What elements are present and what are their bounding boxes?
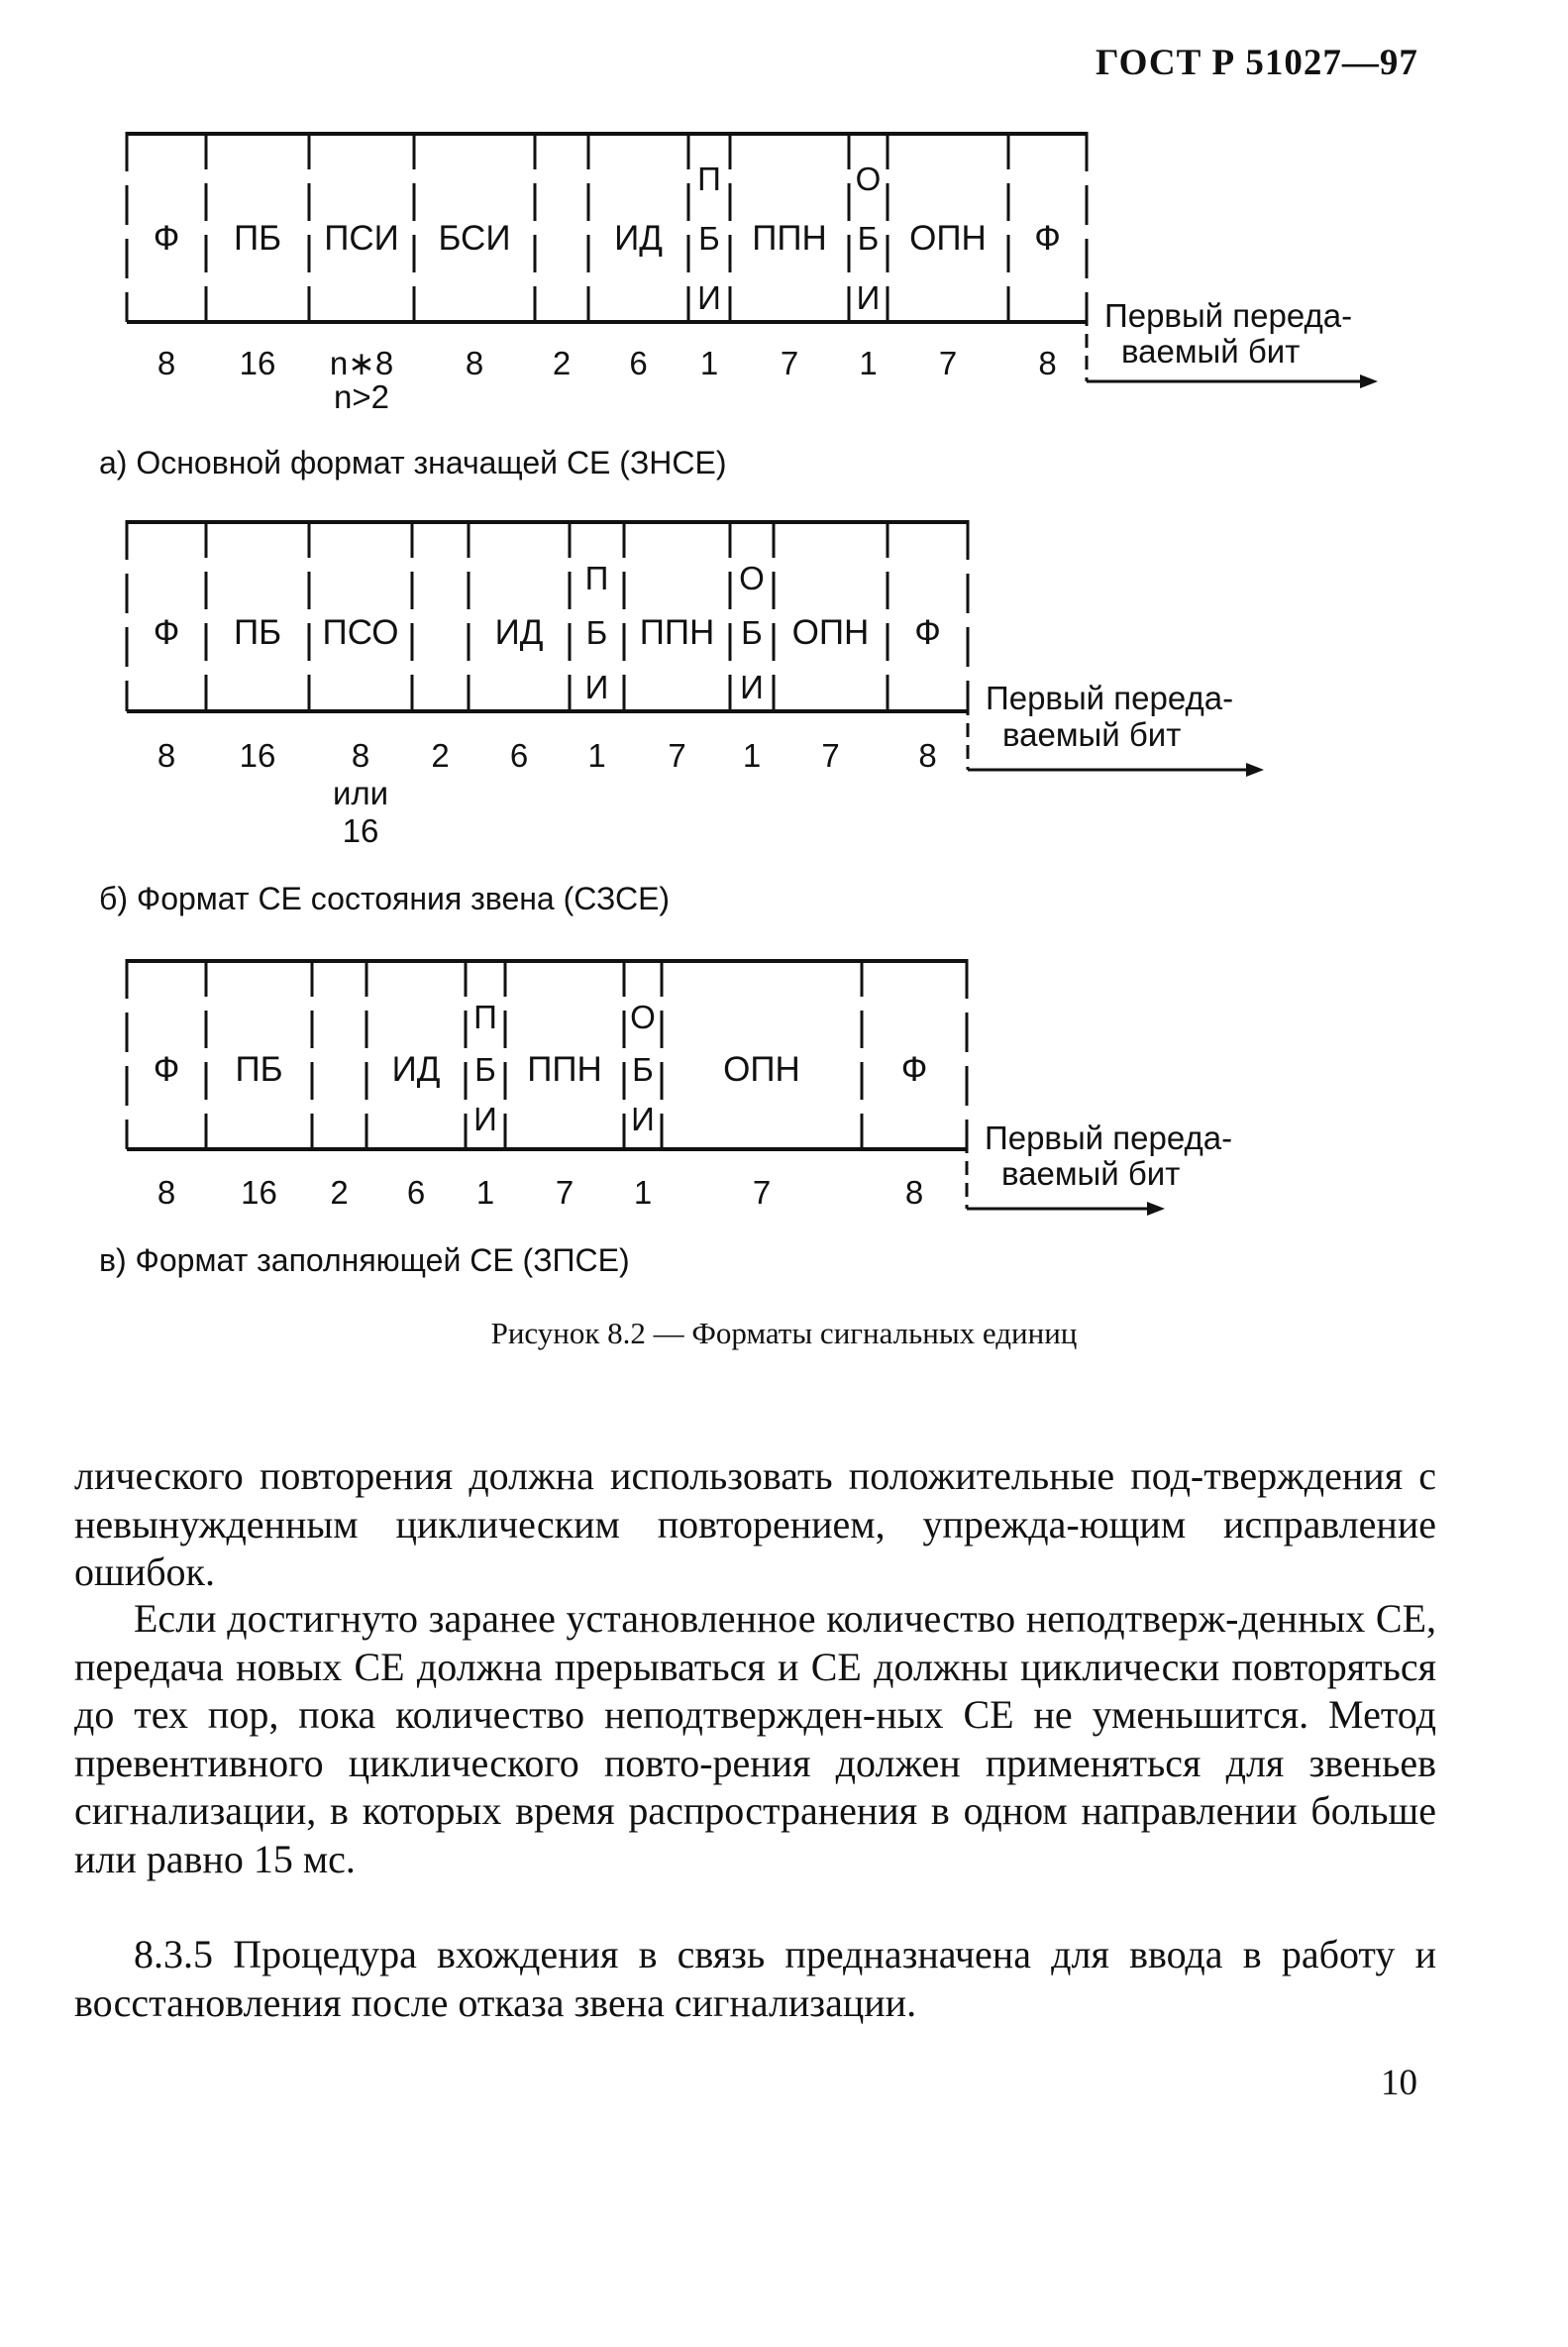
field-bits: n∗8 — [329, 345, 394, 381]
field-label: ПСИ — [324, 219, 399, 258]
field-label: ПБ — [233, 613, 282, 652]
field-bits: 1 — [699, 345, 719, 381]
field-bits: 7 — [821, 737, 840, 774]
field-bits: 7 — [555, 1174, 575, 1211]
first-bit-arrow-icon — [1360, 374, 1378, 388]
page-number: 10 — [1381, 2063, 1417, 2103]
field-bits: 1 — [742, 737, 762, 774]
first-bit-label: ваемый бит — [1121, 333, 1301, 370]
first-bit-arrow-icon — [1246, 763, 1264, 777]
field-bits: 6 — [629, 345, 648, 381]
field-bits: 8 — [157, 1174, 176, 1211]
field-bits-sub: или — [332, 775, 389, 811]
field-bits: 6 — [406, 1174, 426, 1211]
field-bits: 8 — [157, 737, 176, 774]
field-label: ОПН — [723, 1050, 800, 1089]
field-label: ППН — [639, 613, 715, 652]
first-bit-label: ваемый бит — [1001, 1155, 1181, 1192]
field-letter: И — [584, 669, 609, 705]
format-caption: б) Формат СЕ состояния звена (СЗСЕ) — [99, 881, 671, 916]
field-bits: 1 — [475, 1174, 495, 1211]
first-bit-arrow-icon — [1147, 1202, 1165, 1216]
field-letter: Б — [741, 614, 763, 651]
field-letter: О — [739, 560, 765, 596]
field-label: ИД — [614, 219, 663, 258]
field-letter: П — [584, 560, 609, 596]
first-bit-label: ваемый бит — [1002, 716, 1182, 753]
field-letter: О — [630, 999, 656, 1035]
field-letter: П — [473, 999, 497, 1035]
field-letter: Б — [474, 1051, 496, 1088]
field-bits: 8 — [918, 737, 937, 774]
field-label: ОПН — [909, 219, 987, 258]
field-bits: 16 — [241, 1174, 277, 1211]
field-bits: 8 — [351, 737, 370, 774]
field-letter: Б — [857, 220, 880, 257]
field-bits: 1 — [633, 1174, 653, 1211]
field-letter: П — [697, 160, 721, 197]
field-bits: 1 — [859, 345, 878, 381]
field-bits: 6 — [509, 737, 529, 774]
field-letter: И — [697, 279, 721, 316]
field-label: Ф — [153, 1050, 180, 1089]
field-letter: Б — [632, 1051, 654, 1088]
field-bits: 7 — [780, 345, 799, 381]
field-label: ИД — [391, 1050, 441, 1089]
paragraph-2: Если достигнуто заранее установленное количество неподтверж-денных СЕ, передача новых СЕ должна прерываться и СЕ должны циклически повторяться до тех пор, пока количество неподтвержден-ных СЕ не уменьшится. Метод превентивного циклического повто-рения должен применяться для звеньев сигнализации, в которых время распространения в одном направлении больше или равно 15 мс. — [74, 1596, 1436, 1881]
field-label: ППН — [752, 219, 827, 258]
field-label: ПСО — [322, 613, 399, 652]
field-bits: 2 — [330, 1174, 349, 1211]
paragraph-1: лического повторения должна использовать положительные под-тверждения с невынужденным циклическим повторением, упрежда-ющим исправление ошибок. — [74, 1453, 1436, 1594]
field-label: ППН — [527, 1050, 602, 1089]
field-bits: 2 — [552, 345, 572, 381]
field-bits-sub: n>2 — [334, 378, 389, 415]
field-bits-sub: 16 — [342, 812, 379, 849]
field-bits: 16 — [239, 737, 276, 774]
field-label: Ф — [914, 613, 941, 652]
field-bits: 2 — [431, 737, 450, 774]
document-header: ГОСТ Р 51027—97 — [1096, 43, 1418, 83]
field-letter: И — [473, 1101, 497, 1137]
format-caption: а) Основной формат значащей СЕ (ЗНСЕ) — [99, 445, 727, 480]
field-bits: 1 — [587, 737, 606, 774]
field-letter: О — [855, 160, 882, 197]
field-label: ПБ — [233, 219, 282, 258]
field-bits: 8 — [904, 1174, 924, 1211]
field-bits: 16 — [239, 345, 276, 381]
field-bits: 8 — [1038, 345, 1057, 381]
field-label: Ф — [153, 613, 180, 652]
field-label: Ф — [153, 219, 180, 258]
field-label: Ф — [1034, 219, 1061, 258]
field-letter: Б — [698, 220, 720, 257]
field-bits: 8 — [157, 345, 176, 381]
first-bit-label: Первый переда- — [1104, 297, 1353, 334]
field-bits: 7 — [752, 1174, 772, 1211]
field-label: ИД — [494, 613, 544, 652]
first-bit-label: Первый переда- — [986, 680, 1234, 716]
field-letter: Б — [585, 614, 608, 651]
field-letter: И — [856, 279, 881, 316]
first-bit-label: Первый переда- — [985, 1120, 1233, 1156]
field-label: БСИ — [438, 219, 511, 258]
field-bits: 7 — [938, 345, 958, 381]
field-label: ПБ — [235, 1050, 283, 1089]
field-bits: 8 — [465, 345, 484, 381]
field-bits: 7 — [668, 737, 686, 774]
field-label: Ф — [900, 1050, 928, 1089]
figure-title: Рисунок 8.2 — Форматы сигнальных единиц — [490, 1316, 1078, 1350]
paragraph-3: 8.3.5 Процедура вхождения в связь предназначена для ввода в работу и восстановления после отказа звена сигнализации. — [74, 1932, 1436, 2025]
field-letter: И — [631, 1101, 655, 1137]
format-caption: в) Формат заполняющей СЕ (ЗПСЕ) — [99, 1242, 630, 1278]
field-letter: И — [740, 669, 764, 705]
field-label: ОПН — [791, 613, 870, 652]
